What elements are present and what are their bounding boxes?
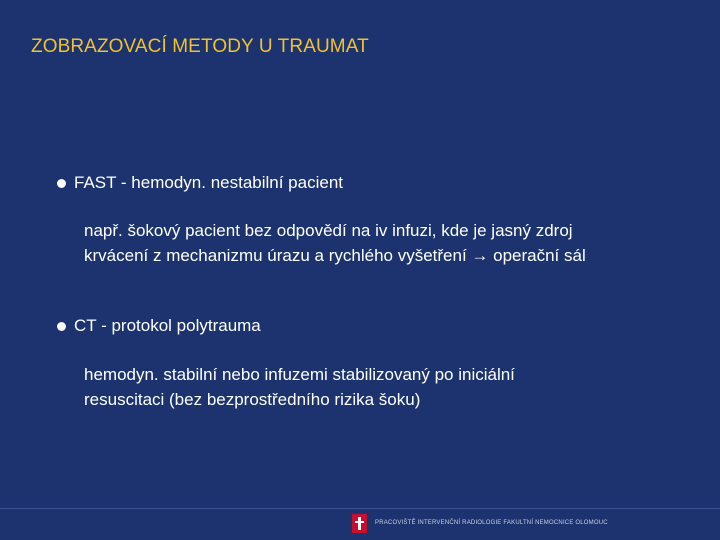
- bullet-dot-icon: [57, 322, 66, 331]
- bullet-dot-icon: [57, 179, 66, 188]
- institution-logo-icon: [352, 514, 367, 533]
- bullet-body-fast: [84, 218, 586, 268]
- bullet-item-fast: [56, 173, 343, 193]
- footer: [352, 513, 608, 533]
- body-line: resuscitaci (bez bezprostředního rizika šoku): [84, 390, 421, 409]
- body-line: např. šokový pacient bez odpovědí na iv infuzi, kde je jasný zdroj: [84, 221, 573, 240]
- bullet-body-ct: [84, 362, 515, 412]
- slide-title: ZOBRAZOVACÍ METODY U TRAUMAT: [31, 36, 369, 57]
- body-line: hemodyn. stabilní nebo infuzemi stabilizovaný po iniciální: [84, 365, 515, 384]
- bullet-label: CT - protokol polytrauma: [74, 316, 261, 335]
- footer-text: PRACOVIŠTĚ INTERVENČNÍ RADIOLOGIE FAKULTNÍ NEMOCNICE OLOMOUC: [375, 520, 608, 526]
- footer-divider: [0, 508, 720, 509]
- bullet-item-ct: [56, 316, 261, 336]
- bullet-label: FAST - hemodyn. nestabilní pacient: [74, 173, 344, 192]
- body-line: krvácení z mechanizmu úrazu a rychlého vyšetření → operační sál: [84, 246, 586, 265]
